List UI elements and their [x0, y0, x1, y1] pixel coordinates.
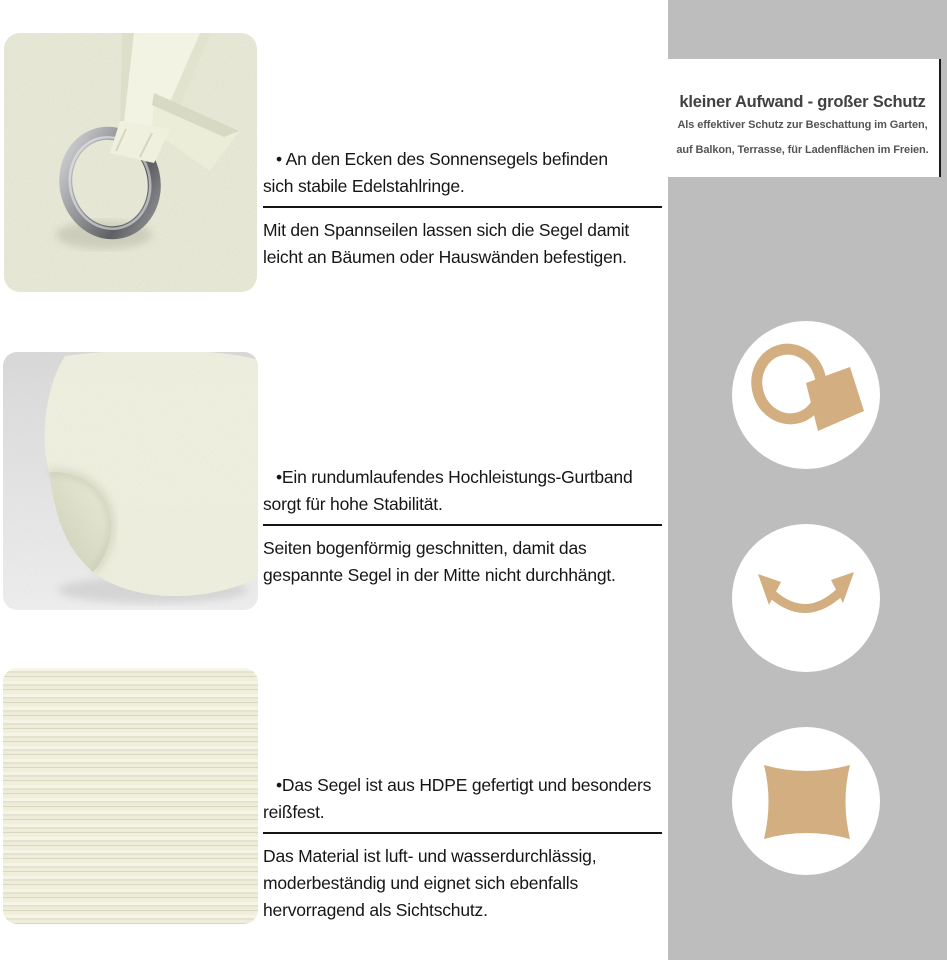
feature-detail-text: Seiten bogenförmig geschnitten, damit das — [263, 538, 587, 558]
photo-folded-fabric — [3, 352, 258, 610]
feature-bullet-text: sich stabile Edelstahlringe. — [263, 176, 465, 196]
feature-detail-text: leicht an Bäumen oder Hauswänden befestigen. — [263, 247, 627, 267]
feature-detail-text: moderbeständig und eignet sich ebenfalls — [263, 873, 578, 893]
feature-block-material — [263, 772, 665, 924]
benefit-subline: Als effektiver Schutz zur Beschattung im Garten, — [677, 119, 928, 131]
photo-corner-ring — [4, 33, 257, 292]
benefit-subline: auf Balkon, Terrasse, für Ladenflächen im Freien. — [676, 144, 929, 156]
icon-circle-curve — [732, 524, 880, 672]
feature-bullet-text: • An den Ecken des Sonnensegels befinden — [276, 149, 608, 169]
icon-circle-ring — [732, 321, 880, 469]
feature-bullet-text: reißfest. — [263, 802, 325, 822]
feature-detail-text: Mit den Spannseilen lassen sich die Segel damit — [263, 220, 630, 240]
curved-double-arrow-icon — [732, 524, 880, 672]
feature-bullet-text: sorgt für hohe Stabilität. — [263, 494, 443, 514]
divider-line — [263, 206, 662, 208]
feature-block-gurtband — [263, 464, 665, 589]
divider-line — [263, 832, 662, 834]
icon-circle-sail — [732, 727, 880, 875]
sidebar — [668, 0, 947, 960]
feature-block-corners — [263, 146, 665, 271]
benefit-headline: kleiner Aufwand - großer Schutz — [679, 93, 926, 111]
divider-line — [263, 524, 662, 526]
d-ring-strap-icon — [732, 321, 880, 469]
folded-fabric-illustration — [3, 352, 258, 610]
feature-bullet-text: •Ein rundumlaufendes Hochleistungs-Gurtband — [276, 467, 633, 487]
feature-bullet-text: •Das Segel ist aus HDPE gefertigt und besonders — [276, 775, 652, 795]
corner-ring-illustration — [4, 33, 257, 292]
shade-sail-icon — [732, 727, 880, 875]
benefit-headline-box — [666, 59, 941, 177]
feature-detail-text: gespannte Segel in der Mitte nicht durchhängt. — [263, 565, 616, 585]
feature-detail-text: Das Material ist luft- und wasserdurchlässig, — [263, 846, 597, 866]
photo-fabric-texture — [3, 668, 258, 924]
feature-detail-text: hervorragend als Sichtschutz. — [263, 900, 488, 920]
